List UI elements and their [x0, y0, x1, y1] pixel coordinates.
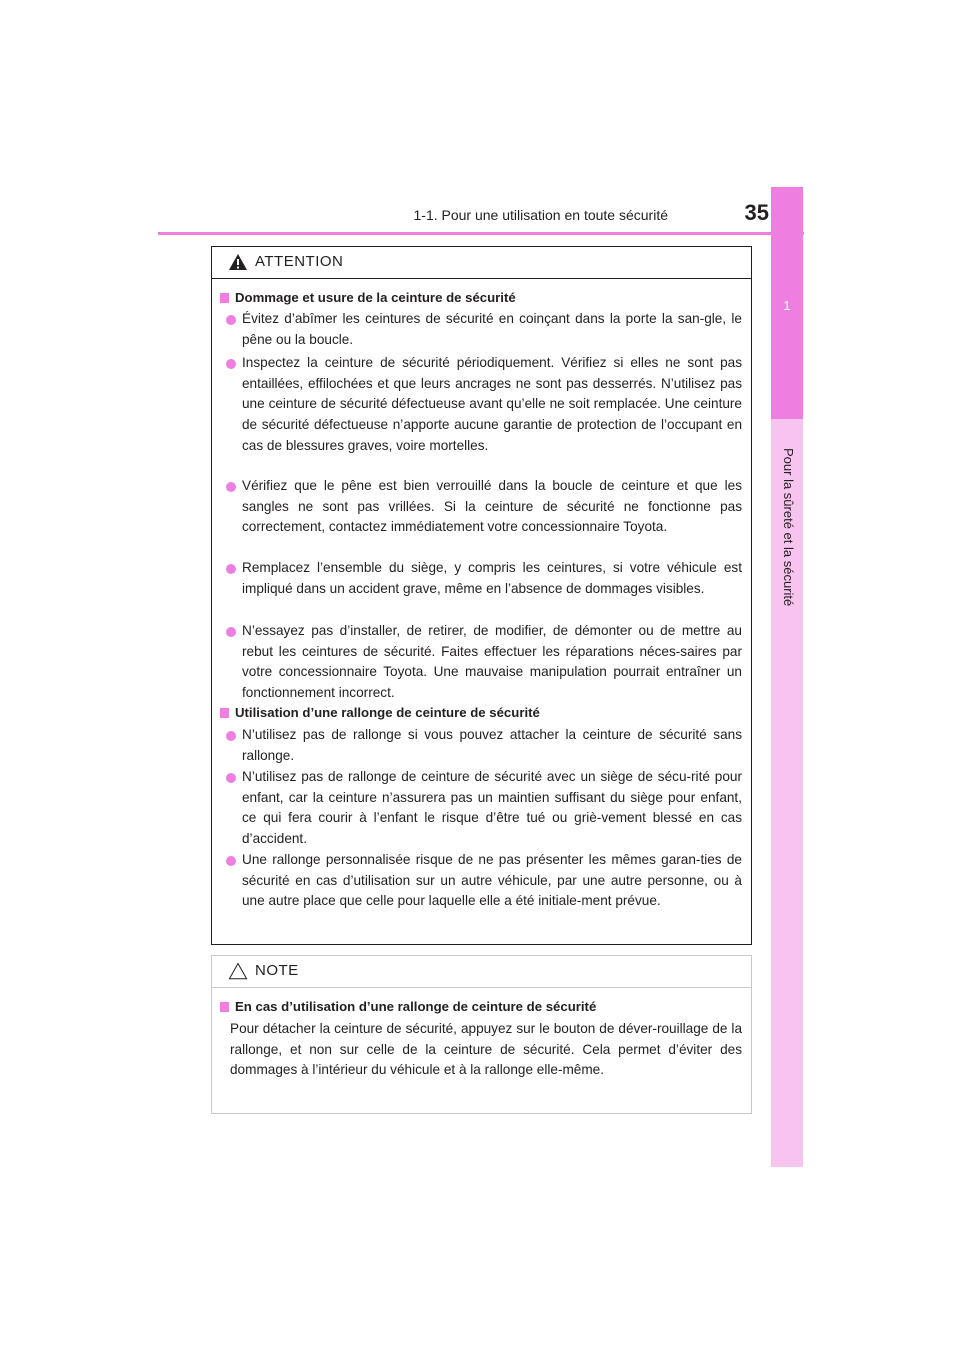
list-item: [226, 558, 742, 599]
note-paragraph: Pour détacher la ceinture de sécurité, appuyez sur le bouton de déver-rouillage de la rallonge, et non sur celle de la ceinture de sécurité. Cela permet d’éviter des dommages à l’intérieur du véhicule et à la rallonge elle-même.: [230, 1021, 742, 1078]
side-tab-number: 1: [783, 298, 791, 313]
list-item: [226, 725, 742, 766]
section-marker: [220, 1002, 229, 1012]
list-item-text: N’utilisez pas de rallonge si vous pouvez attacher la ceinture de sécurité sans rallonge.: [242, 727, 742, 763]
caution-outline-icon: [228, 962, 248, 980]
bullet-dot: [226, 564, 236, 574]
list-item: [226, 621, 742, 704]
bullet-dot: [226, 359, 236, 369]
note-heading-text: En cas d’utilisation d’une rallonge de ceinture de sécurité: [235, 999, 597, 1014]
bullet-dot: [226, 856, 236, 866]
list-item-text: N’utilisez pas de rallonge de ceinture de sécurité avec un siège de sécu-rité pour enfant, car la ceinture n’assurera pas un maintien suffisant du siège pour enfant, ce qui fera courir à l’enfant le risque d’être tué ou griè-vement blessé en cas d’accident.: [242, 769, 742, 847]
section-marker: [220, 293, 229, 303]
page-number: 35: [744, 200, 769, 225]
warning-section-heading-text: Dommage et usure de la ceinture de sécurité: [235, 290, 516, 305]
list-item: [226, 476, 742, 538]
bullet-dot: [226, 315, 236, 325]
warning-section-heading-text: Utilisation d’une rallonge de ceinture de sécurité: [235, 705, 540, 720]
note-header: [212, 956, 751, 988]
list-item-text: Vérifiez que le pêne est bien verrouillé dans la boucle de ceinture et que les sangles ne sont pas vrillées. Si la ceinture de sécurité ne fonctionne pas correctement, contactez immédiatement votre concessionnaire Toyota.: [242, 478, 742, 535]
warning-header: [212, 247, 751, 279]
section-marker: [220, 708, 229, 718]
list-item-text: N’essayez pas d’installer, de retirer, de modifier, de démonter ou de mettre au rebut les ceintures de sécurité. Faites effectuer les réparations néces-saires par votre concessionnaire Toyota. Une mauvaise manipulation pourrait entraîner un fonctionnement incorrect.: [242, 623, 742, 701]
list-item: [226, 309, 742, 350]
list-item-text: Inspectez la ceinture de sécurité périodiquement. Vérifiez si elles ne sont pas entaillées, effilochées et que leurs ancrages ne sont pas desserrés. N’utilisez pas une ceinture de sécurité défectueuse avant qu’elle ne soit remplacée. Une ceinture de sécurité défectueuse n’apporte aucune garantie de protection de l’occupant en cas de blessures graves, voire mortelles.: [242, 355, 742, 453]
bullet-dot: [226, 731, 236, 741]
header-section-title: 1-1. Pour une utilisation en toute sécurité: [413, 207, 668, 223]
warning-section-heading: [220, 290, 516, 305]
warning-section-heading: [220, 705, 540, 720]
bullet-dot: [226, 773, 236, 783]
warning-triangle-icon: [228, 253, 248, 271]
list-item-text: Une rallonge personnalisée risque de ne pas présenter les mêmes garan-ties de sécurité en cas d’utilisation sur un autre véhicule, par une autre personne, ou à une autre place que celle pour laquelle elle a été initiale-ment prévue.: [242, 852, 742, 909]
list-item: [226, 353, 742, 457]
bullet-dot: [226, 482, 236, 492]
bullet-dot: [226, 627, 236, 637]
warning-box: [211, 246, 752, 945]
header-rule: [158, 232, 804, 235]
list-item: [226, 850, 742, 912]
warning-title: ATTENTION: [255, 253, 344, 270]
list-item-text: Évitez d’abîmer les ceintures de sécurité en coinçant dans la porte la san-gle, le pêne ou la boucle.: [242, 311, 742, 347]
note-title: NOTE: [255, 962, 299, 979]
note-box: [211, 955, 752, 1114]
list-item: [226, 767, 742, 850]
note-heading: [220, 999, 596, 1014]
side-tab-text: Pour la sûreté et la sécurité: [781, 448, 796, 607]
list-item-text: Remplacez l’ensemble du siège, y compris les ceintures, si votre véhicule est impliqué dans un accident grave, même en l’absence de dommages visibles.: [242, 560, 742, 596]
